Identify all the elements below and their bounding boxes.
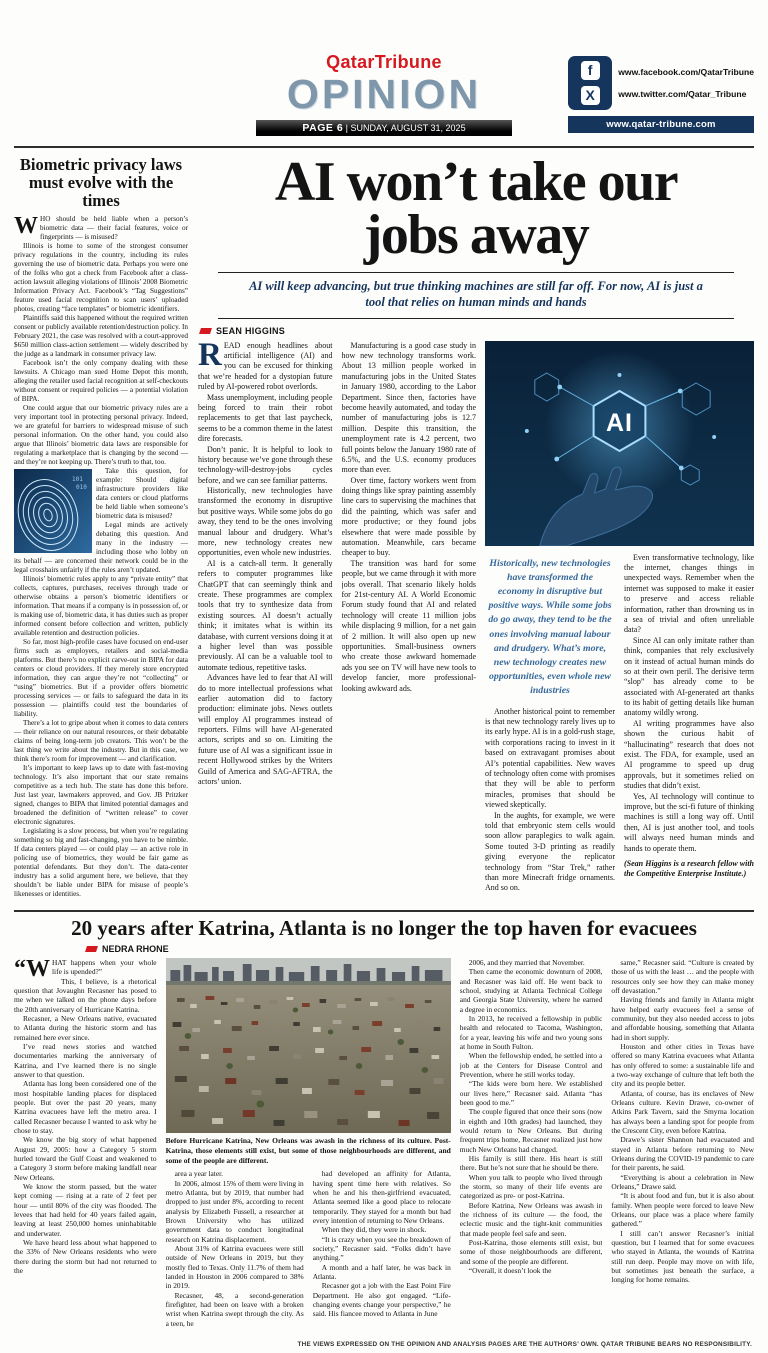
lead-paragraph [14,958,157,983]
article-paragraph: Then came the economic downturn of 2008, and Recasner was laid off. He went back to school, studying at Atlanta Technical College and Georgia State University, where he earned a degree in economics. [459,967,603,1014]
article-paragraph: It’s important to keep laws up to date with fast-moving technology. It’s also important that our state remains competitive as a tech hub. The state has done this before. Just last year, lawmakers approved, and Gov. JB Pritzker signed, changes to BIPA that limited potential damages and broadened the definition of “written release” to cover electronic signatures. [14,764,188,827]
lead-paragraph [198,341,333,393]
katrina-col4-paragraphs [460,958,603,1275]
article-paragraph: A month and a half later, he was back in Atlanta. [312,1262,451,1281]
footer-disclaimer: THE VIEWS EXPRESSED ON THE OPINION AND ANALYSIS PAGES ARE THE AUTHORS’ OWN. QATAR TRIBUNE BEARS NO RESPONSIBILITY. [297,1341,752,1348]
article-paragraph: Yes, AI technology will continue to improve, but the sci-fi future of thinking machines is still a long way off. Until then, AI is just another tool, and tools will always need human minds and hands to operate them. [624,791,754,853]
article-paragraph: Legislating is a slow process, but when you’re regulating something so big and fast-changing, you have to be nimble. If data centers played — or could play — an active role in policing use of biometrics, they would be fair game as potential defendants. But they don’t. The data-center industry has a solid argument here, we believe, that they shouldn’t be liable under BIPA for misuse of people’s likenesses or identities. [14,827,188,899]
katrina-middle-group [166,958,451,1336]
qatar-tribune-logo: QatarTribune [326,52,442,72]
article-paragraph: Recasner got a job with the East Point Fire Department. He also got engaged. “Life-changing events change your perspective,” he said. His fiancee moved to Atlanta in June [312,1281,451,1319]
ai-standfirst: AI will keep advancing, but true thinking machines are still far off. For now, AI is just a tool that relies on human minds and hands [218,272,734,318]
katrina-byline: NEDRA RHONE [86,944,754,954]
article-paragraph: I’ve read news stories and watched documentaries marking the anniversary of Katrina, and I’ve learned there is no single answer to that question. [14,1042,157,1080]
drop-cap: W [14,215,38,240]
article-paragraph: In the aughts, for example, we were told that embryonic stem cells would soon allow paraplegics to walk again. Some touted 3-D printing as readily giving everyone the replicator technology from “Star Trek,” rather than more Minecraft fridge ornaments. And so on. [485,810,615,893]
article-paragraph: We know the storm passed, but the water kept coming — rising at a rate of 2 feet per hour — until 80% of the city was flooded. The levees that had held for 40 years failed again, leaving at least 250,000 homes uninhabitable and underwater. [14,1181,157,1238]
article-paragraph: So far, most high-profile cases have focused on end-user firms such as employers, retailers and social-media platforms. But there’s no explicit carve-out in BIPA for data centers or cloud providers. If they merely store encrypted information, they can argue they’re not “collecting” or “using” biometrics. But if a provider offers biometric processing services — or fails to safeguard the data in its possession — plaintiffs could test the boundaries of liability. [14,638,188,719]
social-icons-box [568,56,612,110]
katrina-column-2 [166,1169,304,1336]
article-paragraph: same,” Recasner said. “Culture is created by those of us with the least … and the people with resources only see how they can make money off devastation.” [611,958,754,996]
biometric-paragraphs-b [14,467,188,899]
x-icon: X [581,86,600,105]
masthead [256,52,512,136]
article-paragraph: AI is a catch-all term. It generally refers to computer programmes like ChatGPT that can seemingly think and create. These programmes are complex tools that try to synthesize data from existing sources. AI doesn’t actually think; it imitates what is within its database, with current versions doing it at a higher level than was possible previously. AI can be a valuable tool to automate tedious, repetitive tasks. [198,558,333,672]
lead-text: HAT happens when your whole life is upended?” [52,958,157,977]
katrina-col1-paragraphs [14,977,157,1276]
katrina-flood-image [166,958,451,1133]
facebook-icon: f [581,61,600,80]
author-credit: (Sean Higgins is a research fellow with the Competitive Enterprise Institute.) [624,858,754,879]
ai-image-label: AI [606,408,633,437]
article-paragraph: Advances have led to fear that AI will do to more intellectual professions what earlier automation did to factory production: eliminate jobs. News outlets will employ AI programmes instead of reporters. Films will have AI-generated actors, scripts and so on. Limiting the future use of AI was a significant issue in recent Hollywood strikes by the Writers Guild of America and SAG-AFTRA, the actors’ union. [198,673,333,787]
article-paragraph: AI writing programmes have also shown the curious habit of “hallucinating” research that does not exist. The FDA, for example, used an AI programme to speed up drug approvals, but it sometimes relied on studies that didn’t exist. [624,718,754,791]
article-paragraph: Before Katrina, New Orleans was awash in the richness of its culture — the food, the eclectic music and the tight-knit communities that made people feel safe and seen. [459,1200,603,1238]
biometric-body [14,215,188,905]
article-paragraph: One could argue that our biometric privacy rules are a very important tool in protecting personal privacy. Indeed, we are grateful for barriers to widespread misuse of such personal information. On the other hand, you could also argue that Illinois’ biometric data laws are responsible for regulating a marketplace that is changing by the second — and they’re not keeping up. There’s truth to that, too. [14,404,188,467]
article-paragraph: Since AI can only imitate rather than think, companies that rely exclusively on it instead of actual human minds do so at their own peril. The derisive term “slop” has already come to be associated with AI-generated art thanks to its habit of getting details like human anatomy wildly wrong. [624,635,754,718]
page-header [14,52,754,148]
ai-article-column-1 [198,341,333,906]
katrina-col5-paragraphs [611,958,754,1284]
article-paragraph: When they did, they were in shock. [321,1225,427,1235]
ai-col3-paragraphs [485,707,615,894]
article-paragraph: 2006, and they married that November. [468,958,585,968]
article-paragraph: “It is crazy when you see the breakdown of society,” Recasner said. “Folks didn’t have anything.” [312,1234,451,1263]
article-paragraph: had developed an affinity for Atlanta, having spent time here with relatives. So when he and his then-girlfriend evacuated, Atlanta seemed like a good place to relocate temporarily. They stayed for a month but had every intention of returning to New Orleans. [312,1169,451,1225]
article-paragraph: Take this question, for example: Should digital infrastructure providers like data centers or cloud platforms be held liable when someone’s biometric data is misused? [96,467,188,521]
article-paragraph: Illinois is home to some of the strongest consumer privacy regulations in the country, including its rules governing the use of biometric data. Perhaps you were one of the folks who got a check from Facebook after a class-action lawsuit alleging violations of Illinois’ 2008 Biometric Information Privacy Act. Facebook’s “Tag Suggestions” feature used facial recognition to scan users’ uploaded photos, creating “face templates” or biometric identifiers. [14,242,188,314]
article-paragraph: Illinois’ biometric rules apply to any “private entity” that collects, captures, purchases, receives through trade or otherwise obtains a person’s biometric identifiers or information. That means if a company is in possession of, or is making use of, biometric data, it has duties such as proper informed consent before collection and written, publicly available retention and destruction policies. [14,575,188,638]
lead-text: HO should be held liable when a person’s biometric data — their facial features, voice or fingerprints — is misused? [40,215,188,242]
article-paragraph: Recasner, a New Orleans native, evacuated to Atlanta during the historic storm and has remained here ever since. [14,1014,157,1042]
byline-marker [85,946,98,952]
lead-paragraph [14,215,188,242]
top-section [14,151,754,906]
katrina-col2-paragraphs [166,1169,304,1328]
ai-article [198,151,754,906]
ai-article-column-2 [342,341,477,906]
biometric-headline: Biometric privacy laws must evolve with the times [19,155,183,210]
article-paragraph: Facebook isn’t the only company dealing with these lawsuits. A Chicago man sued Home Depot this month, alleging the retailer used facial recognition at self-checkouts without consent or required policies — a potential violation of BIPA. [14,359,188,404]
ai-article-column-3 [485,553,615,906]
article-paragraph: Houston and other cities in Texas have offered so many Katrina evacuees what Atlanta has only offered to some: a sustainable life and a two-way exchange of culture that left both the city and its people better. [611,1042,754,1089]
article-paragraph: Over time, factory workers went from doing things like spray painting assembly line cars to supervising the machines that did the painting, which was safer and more productive; or they found jobs elsewhere that were made possible by automation. Meanwhile, cars became cheaper to buy. [341,475,476,558]
byline-marker [199,328,212,334]
article-paragraph: About 31% of Katrina evacuees were still outside of New Orleans in 2019, but they mostly fled to Texas. Only 11.7% of them had landed in Houston in 2006 compared to 38% in 2019. [165,1243,304,1291]
ai-article-image [485,341,754,546]
katrina-column-5 [611,958,754,1336]
article-paragraph: In 2013, he received a fellowship in public health and relocated to Tacoma, Washington, for a year, leaving his wife and two young sons at home in South Fulton. [459,1014,603,1052]
article-paragraph: Legal minds are actively debating this question. And many in the industry — including those who lobby on its behalf — are concerned their network could be in the legal crosshairs unfairly if the rules aren’t updated. [14,521,188,575]
katrina-column-3 [313,1169,451,1336]
article-paragraph: There’s a lot to gripe about when it comes to data centers — their reliance on our natural resources, or their debatable claims of being long-term job creators. This won’t be the last thing we write about the industry. But in this case, we think there’s room for improvement — and clarification. [14,719,188,764]
article-paragraph: area a year later. [174,1169,224,1179]
katrina-column-4 [460,958,603,1336]
article-paragraph: When the fellowship ended, he settled into a job at the Centers for Disease Control and Prevention, where he still works today. [459,1051,603,1080]
article-paragraph: “It is about food and fun, but it is also about family. When people were forced to leave New Orleans, our place was a place where family gathered.” [611,1191,754,1229]
article-paragraph: The transition was hard for some people, but we came through it with more jobs overall. That scenario likely holds for 21st-century AI. A World Economic Forum study found that AI and related technology will create 11 million jobs while displacing 9 million, for a net gain of 2 million. It will also open up new opportunities. Small-business owners who create those awkward homemade ads you see on TV will have new tools to develop fancier, more professional-looking awkward ads. [341,558,476,693]
article-paragraph: Don’t panic. It is helpful to look to history because we’ve gone through these technology-will-destroy-jobs cycles before, and we can see familiar patterns. [198,444,333,485]
article-paragraph: Post-Katrina, those elements still exist, but some of those neighbourhoods are different, and some of the people are different. [459,1237,603,1266]
article-paragraph: Plaintiffs said this happened without the required written consent or publicly available retention/destruction policy. In February 2021, the case was resolved with a court-approved $650 million class-action settlement — widely described by the judge as a landmark in consumer privacy law. [14,314,188,359]
article-paragraph: We have heard less about what happened to the 33% of New Orleans residents who were there during the storm but had not returned to the [14,1237,157,1275]
article-paragraph: “Overall, it doesn’t look the [468,1265,552,1275]
katrina-headline: 20 years after Katrina, Atlanta is no longer the top haven for evacuees [71,916,697,940]
article-paragraph: This, I believe, is a rhetorical question that Jovaughn Recasner has posed to me when we talked on the phone days before the 20th anniversary of Hurricane Katrina. [14,976,157,1014]
article-paragraph: The couple figured that once their sons (now in eighth and 10th grades) had launched, they would return to New Orleans. But during frequent trips home, Recasner realized just how much New Orleans had changed. [459,1107,603,1154]
facebook-url: www.facebook.com/QatarTribune [618,67,754,78]
pull-quote: Historically, new technologies have transformed the economy in disruptive but positive ways. While some jobs do go away, they tend to be the ones involving manual labour and drudgery. What’s more, new technology creates new opportunities, even whole new industries [488,557,612,697]
article-paragraph: When you talk to people who lived through the storm, so many of their life events are categorized as pre- or post-Katrina. [459,1172,603,1201]
article-paragraph: Another historical point to remember is that new technology rarely lives up to its early hype. AI is in a gold-rush stage, with corporations racing to invest in it based on extravagant promises about AI’s potential capabilities. New waves of technology often come with promises that they will be able to perform miracles, promises that should be viewed skeptically. [485,706,615,810]
katrina-article [14,910,754,1336]
katrina-column-1 [14,958,157,1336]
social-block [568,56,754,133]
ai-col4-paragraphs [624,553,754,854]
article-paragraph: Having friends and family in Atlanta might have helped early evacuees feel a sense of community, but they also needed access to jobs and affordable housing, something that Atlanta had in short supply. [611,995,754,1042]
twitter-url: www.twitter.com/Qatar_Tribune [618,88,747,99]
biometric-paragraphs-a [14,242,188,467]
svg-text:101: 101 [72,476,83,484]
ai-byline: SEAN HIGGINS [200,326,754,336]
fingerprint-image [14,469,92,553]
ai-headline: AI won’t take our jobs away [274,151,678,267]
ai-article-right-group [485,341,754,906]
article-paragraph: Drawe’s sister Shannon had evacuated and stayed in Atlanta before returning to New Orleans during the COVID-19 pandemic to care for their parents, he said. [611,1135,754,1173]
date-label: | SUNDAY, AUGUST 31, 2025 [345,123,466,133]
ai-article-column-4 [624,553,754,906]
article-paragraph: “Everything is about a celebration in New Orleans,” Drawe said. [611,1172,754,1191]
article-paragraph: Historically, new technologies have transformed the economy in disruptive but positive ways. While some jobs do go away, they tend to be the ones involving manual labour and drudgery. What’s more, new technology creates new opportunities, even whole new industries. [198,486,333,558]
ai-article-body [198,341,754,906]
ai-col1-paragraphs [198,393,333,788]
drop-cap: R [198,340,222,373]
website-url-bar: www.qatar-tribune.com [568,116,754,133]
article-paragraph: Atlanta has long been considered one of the most hospitable landing places for displaced people. But over the past 20 years, many Katrina evacuees have left the metro area. I called Recasner because I wanted to ask why he chose to stay. [14,1079,157,1135]
article-paragraph: Recasner, 48, a second-generation firefighter, had been on leave with a broken wrist when Katrina swept through the city. As a teen, he [165,1290,304,1328]
section-title: OPINION [286,71,482,117]
article-paragraph: I still can’t answer Recasner’s initial question, but I learned that for some evacuees who stayed in Atlanta, the wounds of Katrina still run deep. People may move on with life, but sometimes just beneath the surface, a longing for home remains. [611,1228,754,1285]
article-paragraph: Atlanta, of course, has its enclaves of New Orleans culture. Kevin Drawe, co-owner of Atkins Park Tavern, said the Smyrna location has always been a landing spot for people from the Crescent City, even before Katrina. [611,1088,754,1135]
article-paragraph: Manufacturing is a good case study in how new technology transforms work. About 13 million people worked in manufacturing jobs in the United States in January 1980, according to the Labor Department. Since then, factories have become heavily automated, and today the number of manufacturing jobs is 12.7 million. Despite this transition, the unemployment rate is 4.2 percent, two full points below the January 1980 rate of 6.5%, and the U.S. economy produces more than ever. [341,340,476,475]
page-number: PAGE 6 [302,122,344,134]
svg-text:010: 010 [76,484,87,492]
page-date-bar [256,120,512,136]
article-paragraph: His family is still there. His heart is still there. But he’s not sure that he should be there. [459,1153,603,1173]
article-paragraph: Mass unemployment, including people being forced to train their robot replacements to get that last paycheck, seems to be a common theme in the latest dire forecasts. [198,392,333,444]
lead-text: EAD enough headlines about artificial intelligence (AI) and you can be excused for thinking that we’re headed for a dystopian future ruled by AI-powered robot overlords. [198,340,333,392]
article-paragraph: “The kids were born here. We established our lives here,” Recasner said. Atlanta “has been good to me.” [459,1079,603,1108]
biometric-article [14,154,188,906]
article-paragraph: In 2006, almost 15% of them were living in metro Atlanta, but by 2019, that number had dropped to just under 8%, according to recent analysis by Elizabeth Fussell, a researcher at Brown University who has utilized government data to conduct longitudinal research on Katrina displacement. [165,1178,304,1244]
katrina-image-caption: Before Hurricane Katrina, New Orleans was awash in the richness of its culture. Post-Katrina, those elements still exist, but some of those neighbourhoods are different, and some of the people are different. [165,1136,451,1165]
katrina-col3-paragraphs [313,1169,451,1318]
ai-col2-paragraphs [342,341,477,694]
article-paragraph: We know the big story of what happened August 29, 2005: how a Category 5 storm hurled toward the Gulf Coast and weakened to a Category 3 storm before making landfall near New Orleans. [14,1135,157,1182]
article-paragraph: Even transformative technology, like the internet, changes things in unexpected ways. Remember when the internet was supposed to make it easier to preserve and access reliable information, rather than drowning us in a sea of trivial and often unreliable data? [624,552,754,635]
katrina-article-body [14,958,754,1336]
drop-cap: “W [14,958,50,983]
